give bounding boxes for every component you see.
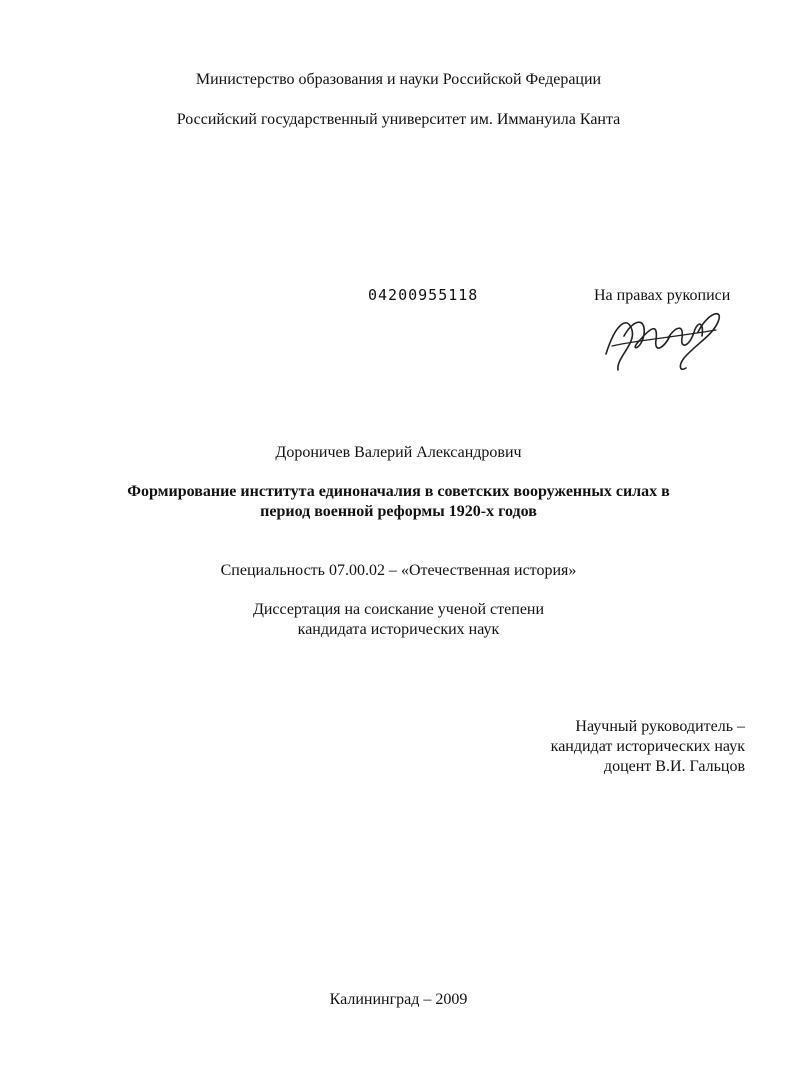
degree-line-2: кандидата исторических наук — [297, 621, 500, 638]
degree-line-1: Диссертация на соискание ученой степени — [252, 601, 545, 618]
supervisor-name: доцент В.И. Гальцов — [603, 758, 745, 775]
thesis-title-line-1: Формирование института единоначалия в советских вооруженных силах в — [127, 483, 670, 500]
thesis-title-line-2: период военной реформы 1920-х годов — [260, 503, 537, 520]
author-name: Дороничев Валерий Александрович — [275, 444, 522, 461]
specialty: Специальность 07.00.02 – «Отечественная история» — [220, 562, 577, 579]
supervisor-degree: кандидат исторических наук — [550, 738, 745, 755]
supervisor-role: Научный руководитель – — [575, 718, 745, 735]
city-year: Калининград – 2009 — [329, 991, 468, 1008]
rights-note: На правах рукописи — [594, 287, 731, 304]
university-heading: Российский государственный университет им. Иммануила Канта — [176, 111, 621, 128]
handwritten-signature — [598, 302, 728, 374]
ministry-heading: Министерство образования и науки Российской Федерации — [195, 71, 602, 88]
catalog-number: 04200955118 — [368, 286, 479, 304]
supervisor-block — [445, 717, 745, 777]
